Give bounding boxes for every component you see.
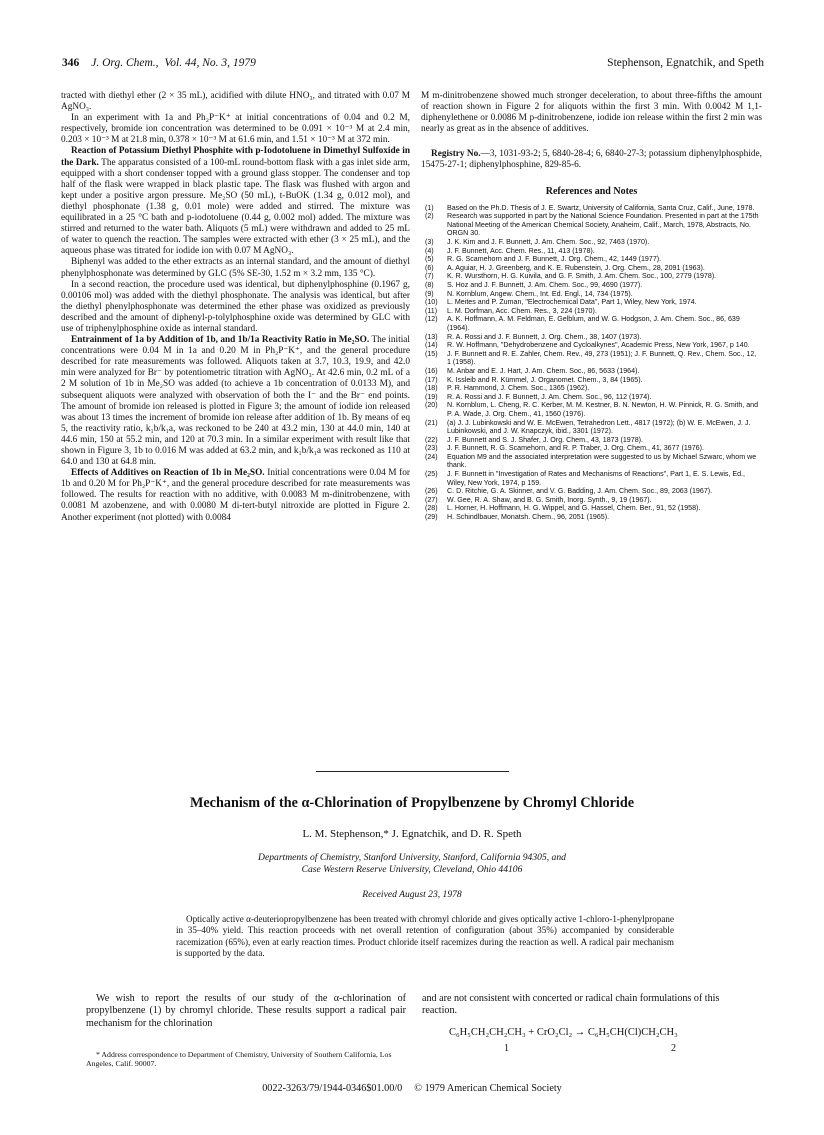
reference-text: J. F. Bunnett and R. E. Zahler, Chem. Rev., 49, 273 (1951); J. F. Bunnett, Q. Rev., Chem. Soc., 12, 1 (1958).	[447, 349, 757, 367]
reference-text: N. Kornblum, Angew. Chem., Int. Ed. Engl., 14, 734 (1975).	[447, 289, 633, 298]
reference-text: C. D. Ritchie, G. A. Skinner, and V. G. Badding, J. Am. Chem. Soc., 89, 2063 (1967).	[447, 487, 713, 496]
reference-text: J. F. Bunnett and S. J. Shafer, J. Org. Chem., 43, 1873 (1978).	[447, 435, 643, 444]
reference-number: (12)	[425, 315, 438, 324]
reference-number: (2)	[425, 212, 434, 221]
reference-item	[421, 504, 762, 513]
reference-number: (17)	[425, 375, 438, 384]
correspondence-footnote: * Address correspondence to Department of Chemistry, University of Southern California, Los Angeles, Calif. 90007.	[86, 1050, 392, 1069]
intro-left: We wish to report the results of our study of the α-chlorination of propylbenzene (1) by chromyl chloride. These results support a radical pair mechanism for the chlorination	[86, 993, 406, 1029]
left-column	[61, 91, 410, 524]
reference-text: A. Aguiar, H. J. Greenberg, and K. E. Rubenstein, J. Org. Chem., 28, 2091 (1963).	[447, 263, 705, 272]
reference-item	[421, 384, 762, 393]
run-in-heading: Entrainment of 1a by Addition of 1b, and 1b/1a Reactivity Ratio in Me₂SO.	[71, 335, 370, 346]
reference-item	[421, 238, 762, 247]
paragraph-text: Initial concentrations were 0.04 M for 1b and 0.20 M for Ph₂P⁻K⁺, and the general procedure described for rate measurements was followed. The results for reaction with no additive, with 0.0083 M m-dinitrobenzene, with 0.0081 M azobenzene, and with 0.0080 M di-tert-butyl nitroxide are plotted in Figure 2. Another experiment (not plotted) with 0.0084	[61, 468, 410, 523]
reference-number: (19)	[425, 392, 438, 401]
paragraph: Biphenyl was added to the ether extracts as an internal standard, and the amount of diethyl phenylphosphonate was determined by GLC (5% SE-30, 1.52 m × 3.2 mm, 135 °C).	[61, 257, 410, 279]
reference-item	[421, 444, 762, 453]
reference-item	[421, 255, 762, 264]
reference-text: L. Meites and P. Zuman, "Electrochemical Data", Part 1, Wiley, New York, 1974.	[447, 298, 697, 307]
reference-item	[421, 333, 762, 342]
reference-text: R. G. Scamehorn and J. F. Bunnett, J. Org. Chem., 42, 1449 (1977).	[447, 255, 662, 264]
reference-text: A. K. Hoffmann, A. M. Feldman, E. Gelblum, and W. G. Hodgson, J. Am. Chem. Soc., 86, 639 (1964).	[447, 315, 740, 332]
affiliation-line: Case Western Reserve University, Cleveland, Ohio 44106	[301, 864, 523, 875]
reference-text: W. Gee, R. A. Shaw, and B. G. Smith, Inorg. Synth., 9, 19 (1967).	[447, 495, 652, 504]
references-list	[421, 204, 762, 522]
reference-text: K. Issleib and R. Kümmel, J. Organomet. Chem., 3, 84 (1965).	[447, 375, 643, 384]
reference-item	[421, 315, 762, 332]
reference-number: (15)	[425, 349, 438, 358]
reference-text: N. Kornblum, L. Cheng, R. C. Kerber, M. M. Kestner, B. N. Newton, H. W. Pinnick, R. G. Smith, and P. A. Wade, J. Org. Chem., 41, 1560 (1976).	[447, 401, 759, 418]
reference-number: (29)	[425, 513, 438, 522]
paragraph: In a second reaction, the procedure used was identical, but diphenylphosphine (0.1967 g, 0.00106 mol) was added with the diethyl phosphonate. The analysis was identical, but after the diethyl phenylphosphonate was determined the ether phase was oxidized as previously described and the amount of diphenyl-p-tolylphosphine oxide was determined by GLC with use of triphenylphosphine oxide as internal standard.	[61, 279, 410, 334]
reference-text: J. F. Bunnett, Acc. Chem. Res., 11, 413 (1978).	[447, 246, 595, 255]
article-title: Mechanism of the α-Chlorination of Propylbenzene by Chromyl Chloride	[189, 795, 635, 811]
journal-name: J. Org. Chem.,	[91, 57, 159, 69]
running-authors: Stephenson, Egnatchik, and Speth	[607, 57, 764, 69]
reference-text: Equation M9 and the associated interpretation were suggested to us by Michael Szwarc, whom we thank.	[447, 452, 757, 470]
reference-text: M. Anbar and E. J. Hart, J. Am. Chem. Soc., 86, 5633 (1964).	[447, 366, 640, 375]
references-heading: References and Notes	[545, 185, 638, 197]
reaction-equation: C₆H₅CH₂CH₂CH₃ + CrO₂Cl₂ → C₆H₅CH(Cl)CH₂CH₃	[449, 1027, 678, 1038]
reference-item	[421, 307, 762, 316]
reference-number: (23)	[425, 444, 438, 453]
reference-number: (16)	[425, 366, 438, 375]
reference-number: (9)	[425, 289, 434, 298]
reference-item	[421, 393, 762, 402]
received-date: Received August 23, 1978	[362, 889, 462, 900]
reference-number: (18)	[425, 384, 438, 393]
compound-label: 1	[504, 1043, 509, 1054]
reference-number: (4)	[425, 246, 434, 255]
reference-item	[421, 350, 762, 367]
right-column	[421, 91, 762, 522]
reference-number: (26)	[425, 487, 438, 496]
reference-item	[421, 376, 762, 385]
page-header	[62, 57, 764, 75]
reference-item	[421, 247, 762, 256]
reference-number: (6)	[425, 263, 434, 272]
reference-number: (13)	[425, 332, 438, 341]
registry-label: Registry No.	[431, 149, 481, 160]
reference-text: R. A. Rossi and J. F. Bunnett, J. Org. Chem., 38, 1407 (1973).	[447, 332, 642, 341]
reference-item	[421, 341, 762, 350]
reference-item	[421, 264, 762, 273]
reference-text: K. R. Wursthorn, H. G. Kuivila, and G. F. Smith, J. Am. Chem. Soc., 100, 2779 (1978).	[447, 272, 717, 281]
reference-text: R. A. Rossi and J. F. Bunnett, J. Am. Chem. Soc., 96, 112 (1974).	[447, 392, 652, 401]
paragraph: In an experiment with 1a and Ph₂P⁻K⁺ at initial concentrations of 0.04 and 0.2 M, respectively, bromide ion concentration was determined to be 0.091 × 10⁻³ M at 2.4 min, 0.203 × 10⁻³ M at 21.8 min, 0.378 × 10⁻³ M at 61.6 min, and 1.51 × 10⁻³ M at 372 min.	[61, 113, 410, 146]
affiliation-line: Departments of Chemistry, Stanford University, Stanford, California 94305, and	[258, 852, 566, 863]
paragraph: tracted with diethyl ether (2 × 35 mL), acidified with dilute HNO₃, and titrated with 0.07 M AgNO₃.	[61, 91, 410, 113]
reference-number: (22)	[425, 435, 438, 444]
reference-item	[421, 204, 762, 213]
reference-item	[421, 496, 762, 505]
abstract: Optically active α-deuteriopropylbenzene has been treated with chromyl chloride and gives optically active 1-chloro-1-phenylpropane in 35–40% yield. This reaction proceeds with net overall retention of configuration (about 35%) accompanied by considerable racemization (65%), even at early reaction times. Product chloride itself racemizes during the reaction as well. A radical pair mechanism is supported by the data.	[176, 914, 674, 958]
reference-text: J. F. Bunnett, R. G. Scamehorn, and R. P. Traber, J. Org. Chem., 41, 3677 (1976).	[447, 444, 704, 453]
compound-label: 2	[671, 1043, 676, 1054]
reference-text: L. M. Dorfman, Acc. Chem. Res., 3, 224 (1970).	[447, 306, 597, 315]
reference-item	[421, 487, 762, 496]
reference-item	[421, 298, 762, 307]
reference-number: (20)	[425, 401, 438, 410]
reference-number: (28)	[425, 504, 438, 513]
registry-numbers	[421, 149, 762, 171]
reference-number: (24)	[425, 452, 438, 461]
reference-number: (8)	[425, 281, 434, 289]
article-code: 0022-3263/79/1944-0346$01.00/0	[262, 1083, 403, 1094]
affiliation	[0, 852, 824, 876]
reference-item	[421, 513, 762, 522]
paragraph-text: The apparatus consisted of a 100-mL round-bottom flask with a gas inlet side arm, equipped with a short condenser topped with a ground glass stopper. The condenser and top half of the flask were wrapped in black plastic tape. The flask was flushed with argon and kept under a positive argon pressure. Me₂SO (50 mL), t-BuOK (1.34 g, 0.012 mol), and diethyl phosphonate (1.38 g, 0.01 mole) were added and stirred. The mixture was equilibrated in a 25 °C bath and p-iodotoluene (0.44 g, 0.002 mol) added. The mixture was stirred and returned to the water bath. Aliquots (5 mL) were withdrawn and added to 25 mL of water to quench the reaction. The samples were extracted with ether (3 × 25 mL), and the aqueous phase was titrated for iodide ion with 0.07 M AgNO₃.	[61, 157, 410, 257]
reference-text: J. F. Bunnett in "Investigation of Rates and Mechanisms of Reactions", Part 1, E. S. Lewis, Ed., Wiley, New York, 1974, p 159.	[447, 470, 745, 487]
reference-number: (1)	[425, 203, 434, 212]
reference-number: (11)	[425, 306, 438, 315]
reference-item	[421, 470, 762, 487]
reference-text: Based on the Ph.D. Thesis of J. E. Swartz, University of California, Santa Cruz, Calif., June, 1978.	[447, 203, 755, 212]
reference-text: R. W. Hoffmann, "Dehydrobenzene and Cycloalkynes", Academic Press, New York, 1967, p 140.	[447, 341, 750, 350]
reference-item	[421, 453, 762, 470]
reference-number: (14)	[425, 341, 438, 350]
article-authors: L. M. Stephenson,* J. Egnatchik, and D. R. Speth	[302, 828, 522, 840]
reference-item	[421, 367, 762, 376]
paragraph: M m-dinitrobenzene showed much stronger deceleration, to about three-fifths the amount of reaction shown in Figure 2 for aliquots within the first 3 min. With 0.0042 M 1,1-diphenylethene or 0.0086 M p-dinitrobenzene, iodide ion release within the first 2 min was nearly as great as in the absence of additives.	[421, 91, 762, 135]
paragraph	[61, 468, 410, 523]
reference-text: Research was supported in part by the National Science Foundation. Presented in part at the 175th National Meeting of the American Chemical Society, Anaheim, Calif., March, 1978, Abstracts, No. ORGN 30.	[447, 212, 759, 238]
copyright-line	[0, 1083, 824, 1094]
reference-item	[421, 281, 762, 290]
reference-item	[421, 290, 762, 299]
reference-item	[421, 419, 762, 436]
reference-item	[421, 272, 762, 281]
page-number: 346	[62, 57, 80, 69]
reference-number: (25)	[425, 470, 438, 479]
reference-text: J. K. Kim and J. F. Bunnett, J. Am. Chem. Soc., 92, 7463 (1970).	[447, 238, 650, 247]
reference-text: P. R. Hammond, J. Chem. Soc., 1365 (1962).	[447, 384, 590, 393]
paragraph	[61, 146, 410, 257]
reference-number: (10)	[425, 298, 438, 307]
run-in-heading: Reaction of Potassium Diethyl Phosphite with p-Iodotoluene in Dimethyl Sulfoxide in the Dark.	[61, 146, 410, 168]
journal-volume: Vol. 44, No. 3, 1979	[164, 57, 256, 69]
reference-number: (21)	[425, 418, 438, 427]
reference-number: (27)	[425, 495, 438, 504]
reference-text: (a) J. J. Lubinkowski and W. E. McEwen, Tetrahedron Lett., 4817 (1972); (b) W. E. McEwen, J. J. Lubinkowski, and J. W. Knapczyk, ibid., 3301 (1972).	[447, 418, 751, 436]
reference-number: (5)	[425, 255, 434, 264]
reference-text: L. Horner, H. Hoffmann, H. G. Wippel, and G. Hassel, Chem. Ber., 91, 52 (1958).	[447, 504, 701, 513]
copyright: © 1979 American Chemical Society	[414, 1083, 562, 1094]
section-divider	[316, 771, 509, 772]
reference-item	[421, 401, 762, 418]
reference-number: (3)	[425, 238, 434, 247]
registry-text: —3, 1031-93-2; 5, 6840-28-4; 6, 6840-27-3; potassium diphenylphosphide, 15475-27-1; diphenylphosphine, 829-85-6.	[421, 149, 762, 171]
paragraph-text: The initial concentrations were 0.04 M in 1a and 0.20 M in Ph₂P⁻K⁺, and the general procedure described for rate measurements was followed. Aliquots taken at 3.7, 10.3, 19.9, and 42.0 min were analyzed for Br⁻ by potentiometric titration with AgNO₃. At 42.6 min, 0.2 mL of a 2 M solution of 1b in Me₂SO was added (to achieve a 1b concentration of 0.0133 M), and subsequent aliquots were analyzed with observation of both the I⁻ and the Br⁻ end points. The amount of bromide ion released is plotted in Figure 3; the amount of iodide ion released was about 13 times the increment of bromide ion release after addition of 1b. By means of eq 5, the reactivity ratio, k₁b/k₁a, was reckoned to be 240 at 43.2 min, 130 at 44.0 min, 140 at 44.6 min, 150 at 55.2 min, and 120 at 70.3 min. In a similar experiment with result like that shown in Figure 3, 1b to 0.016 M was added at 63.2 min, and k₁b/k₁a was reckoned as 110 at 64.0 and 130 at 64.8 min.	[61, 335, 410, 468]
intro-right: and are not consistent with concerted or radical chain formulations of this reaction.	[422, 993, 720, 1017]
run-in-heading: Effects of Additives on Reaction of 1b in Me₂SO.	[71, 468, 265, 479]
reference-text: H. Schindlbauer, Monatsh. Chem., 96, 2051 (1965).	[447, 513, 610, 522]
header-left	[62, 57, 256, 69]
reference-number: (7)	[425, 272, 434, 281]
reference-text: S. Hoz and J. F. Bunnett, J. Am. Chem. Soc., 99, 4690 (1977).	[447, 281, 643, 289]
reference-item	[421, 212, 762, 238]
reference-item	[421, 436, 762, 445]
paragraph	[61, 335, 410, 468]
